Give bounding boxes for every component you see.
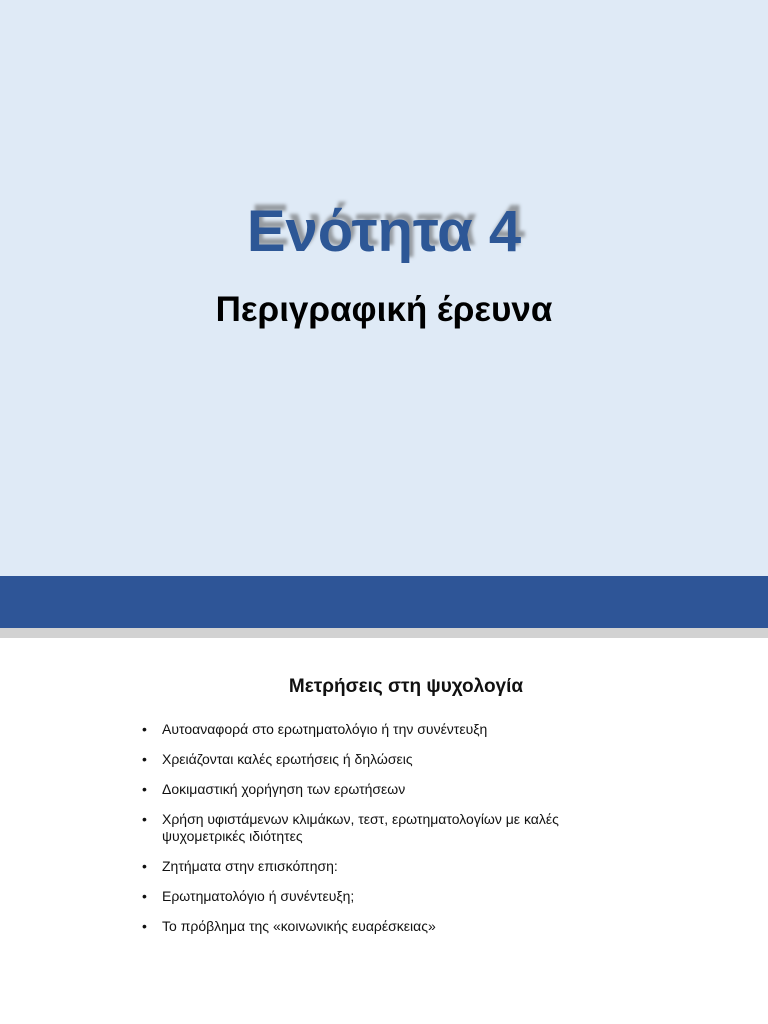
list-item [142,918,592,935]
bullet-dot-icon: • [142,781,147,797]
bullet-text: Χρειάζονται καλές ερωτήσεις ή δηλώσεις [162,751,413,767]
list-item [142,721,592,738]
list-item [142,751,592,768]
section-heading: Μετρήσεις στη ψυχολογία [288,676,524,697]
list-item [142,888,592,905]
bullet-dot-icon: • [142,918,147,934]
chapter-subtitle: Περιγραφική έρευνα [215,290,553,329]
list-item [142,811,592,845]
list-item [142,781,592,798]
blue-divider-band [0,576,768,628]
list-item [142,858,592,875]
bullet-list [142,721,592,948]
gray-divider-band [0,628,768,638]
bullet-dot-icon: • [142,721,147,737]
bullet-dot-icon: • [142,751,147,767]
bullet-text: Ερωτηματολόγιο ή συνέντευξη; [162,888,355,904]
bullet-dot-icon: • [142,858,147,874]
bullet-text: Δοκιμαστική χορήγηση των ερωτήσεων [162,781,406,797]
chapter-title: Ενότητα 4 [246,199,522,264]
bullet-text: Το πρόβλημα της «κοινωνικής ευαρέσκειας» [162,918,436,934]
bullet-dot-icon: • [142,888,147,904]
bullet-text: Αυτοαναφορά στο ερωτηματολόγιο ή την συνέντευξη [162,721,488,737]
bullet-text: Ζητήματα στην επισκόπηση: [162,858,338,874]
bullet-dot-icon: • [142,811,147,827]
bullet-text: Χρήση υφιστάμενων κλιμάκων, τεστ, ερωτηματολογίων με καλές ψυχομετρικές ιδιότητες [162,811,559,844]
